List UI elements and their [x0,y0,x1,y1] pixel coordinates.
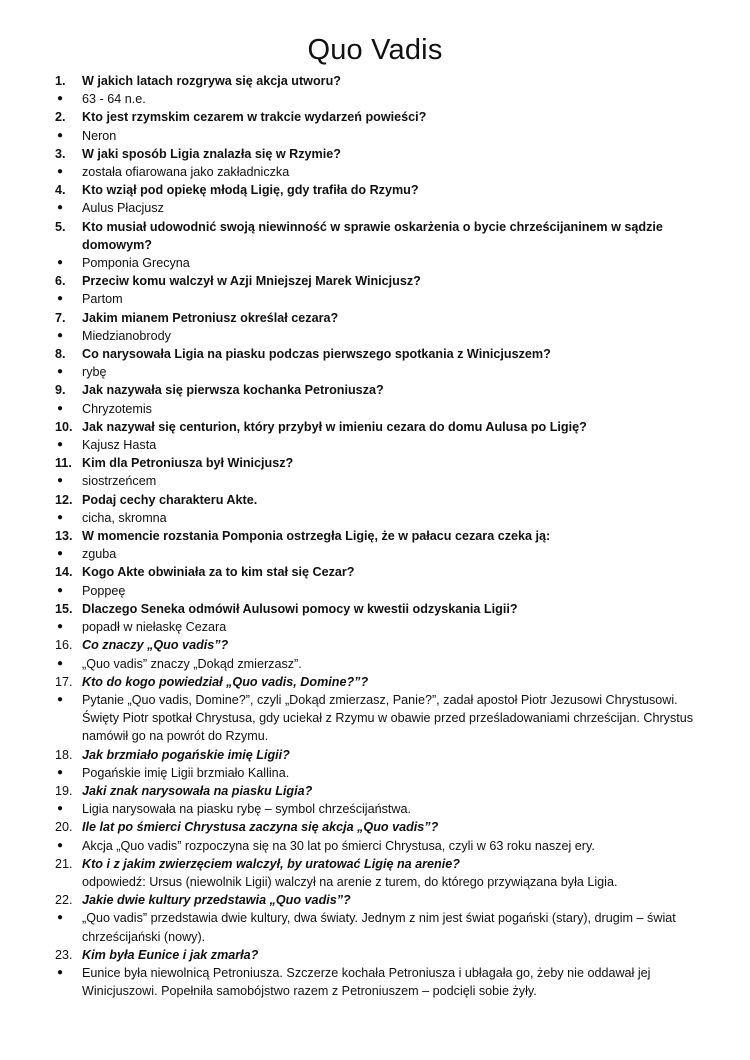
answer-item [0,655,750,673]
bullet-icon: ● [57,839,64,851]
answer-text: cicha, skromna [82,510,167,525]
question-item [0,418,750,436]
question-item [0,309,750,327]
answer-text: Akcja „Quo vadis” rozpoczyna się na 30 lat po śmierci Chrystusa, czyli w 63 roku naszej ery. [82,838,595,853]
answer-text: „Quo vadis” znaczy „Dokąd zmierzasz”. [82,656,302,671]
question-item [0,746,750,764]
question-text: Jak brzmiało pogańskie imię Ligii? [82,747,290,762]
answer-text: rybę [82,365,107,380]
question-number: 23. [55,947,73,962]
answer-text: Partom [82,292,123,307]
qa-list [0,72,750,1000]
question-text: Dlaczego Seneka odmówił Aulusowi pomocy w kwestii odzyskania Ligii? [82,601,518,616]
question-number: 15. [55,601,73,616]
bullet-icon: ● [57,693,64,705]
answer-text: Pogańskie imię Ligii brzmiało Kallina. [82,765,290,780]
question-number: 13. [55,529,73,544]
answer-item [0,837,750,855]
answer-text: 63 - 64 n.e. [82,92,146,107]
answer-text: Pytanie „Quo vadis, Domine?”, czyli „Dokąd zmierzasz, Panie?”, zadał apostoł Piotr Jezusowi Chrystusowi. Święty Piotr spotkał Chrystusa, gdy uciekał z Rzymu w obawie przed prześladowaniami chrześcijan. Chrystus namówił go na powrót do Rzymu. [82,692,694,744]
question-text: Co znaczy „Quo vadis”? [82,638,229,653]
answer-item [0,199,750,217]
question-item [0,891,750,909]
question-item [0,145,750,163]
answer-text: Kajusz Hasta [82,438,157,453]
question-text: Jak nazywała się pierwsza kochanka Petroniusza? [82,383,384,398]
bullet-icon: ● [57,402,64,414]
question-text: Kto musiał udowodnić swoją niewinność w sprawie oskarżenia o bycie chrześcijaninem w sądzie domowym? [82,219,663,252]
question-item [0,818,750,836]
question-text: Kto do kogo powiedział „Quo vadis, Domine?”? [82,674,369,689]
answer-item [0,873,750,891]
answer-text: została ofiarowana jako zakładniczka [82,165,290,180]
question-item [0,218,750,254]
answer-text: Neron [82,128,117,143]
answer-item [0,800,750,818]
question-number: 3. [55,146,66,161]
question-item [0,72,750,90]
answer-item [0,290,750,308]
answer-text: odpowiedź: Ursus (niewolnik Ligii) walczył na arenie z turem, do którego przywiązana była Ligia. [82,874,618,889]
answer-item [0,691,750,746]
question-number: 16. [55,638,73,653]
question-number: 22. [55,893,73,908]
bullet-icon: ● [57,93,64,105]
question-text: W jakich latach rozgrywa się akcja utworu? [82,74,341,88]
bullet-icon: ● [57,657,64,669]
bullet-icon: ● [57,257,64,269]
question-number: 10. [55,419,73,434]
answer-text: Pomponia Grecyna [82,256,190,271]
answer-text: Ligia narysowała na piasku rybę – symbol chrześcijaństwa. [82,802,411,817]
answer-item [0,90,750,108]
answer-item [0,582,750,600]
answer-item [0,472,750,490]
question-number: 18. [55,747,73,762]
bullet-icon: ● [57,966,64,978]
bullet-icon: ● [57,584,64,596]
question-text: Jakie dwie kultury przedstawia „Quo vadis”? [82,893,351,908]
question-item [0,855,750,873]
answer-text: „Quo vadis” przedstawia dwie kultury, dwa światy. Jednym z nim jest świat pogański (stary), drugim – świat chrześcijański (nowy). [82,911,676,944]
question-item [0,782,750,800]
bullet-icon: ● [57,766,64,778]
answer-item [0,509,750,527]
answer-text: popadł w niełaskę Cezara [82,620,227,635]
answer-item [0,964,750,1000]
question-number: 6. [55,274,66,289]
question-item [0,673,750,691]
bullet-icon: ● [57,511,64,523]
answer-text: Chryzotemis [82,401,152,416]
bullet-icon: ● [57,166,64,178]
bullet-icon: ● [57,202,64,214]
answer-text: Aulus Płacjusz [82,201,164,216]
question-number: 9. [55,383,66,398]
bullet-icon: ● [57,803,64,815]
bullet-icon: ● [57,329,64,341]
question-item [0,600,750,618]
question-number: 19. [55,783,73,798]
question-number: 12. [55,492,73,507]
answer-text: Miedzianobrody [82,328,171,343]
answer-item [0,909,750,945]
answer-text: Poppeę [82,583,126,598]
bullet-icon: ● [57,621,64,633]
question-text: Jak nazywał się centurion, który przybył w imieniu cezara do domu Aulusa po Ligię? [82,419,587,434]
question-text: Jaki znak narysowała na piasku Ligia? [82,783,313,798]
answer-text: zguba [82,547,117,562]
question-text: W jaki sposób Ligia znalazła się w Rzymie? [82,146,341,161]
question-text: Jakim mianem Petroniusz określał cezara? [82,310,339,325]
question-text: Przeciw komu walczył w Azji Mniejszej Marek Winicjusz? [82,274,421,289]
bullet-icon: ● [57,293,64,305]
answer-item [0,764,750,782]
question-item [0,636,750,654]
question-item [0,345,750,363]
question-item [0,454,750,472]
answer-item [0,400,750,418]
question-item [0,381,750,399]
question-item [0,563,750,581]
question-text: Kto wziął pod opiekę młodą Ligię, gdy trafiła do Rzymu? [82,183,419,198]
bullet-icon: ● [57,548,64,560]
answer-item [0,545,750,563]
question-item [0,108,750,126]
bullet-icon: ● [57,439,64,451]
bullet-icon: ● [57,366,64,378]
question-number: 2. [55,110,66,125]
document-title: Quo Vadis [307,34,443,66]
question-number: 20. [55,820,73,835]
bullet-icon: ● [57,912,64,924]
question-text: Podaj cechy charakteru Akte. [82,492,258,507]
answer-item [0,618,750,636]
bullet-icon: ● [57,129,64,141]
question-number: 17. [55,674,73,689]
answer-item [0,254,750,272]
answer-text: Eunice była niewolnicą Petroniusza. Szczerze kochała Petroniusza i ubłagała go, żeby nie oddawał jej Winicjuszowi. Popełniła samobójstwo razem z Petroniuszem – podcięli sobie żyły. [82,965,651,999]
answer-item [0,127,750,145]
question-item [0,181,750,199]
question-number: 5. [55,219,66,234]
question-item [0,491,750,509]
answer-item [0,363,750,381]
question-number: 14. [55,565,73,580]
question-number: 8. [55,347,66,362]
question-item [0,527,750,545]
question-text: Ile lat po śmierci Chrystusa zaczyna się akcja „Quo vadis”? [82,820,439,835]
bullet-icon: ● [57,475,64,487]
answer-item [0,436,750,454]
question-text: Kto i z jakim zwierzęciem walczył, by uratować Ligię na arenie? [82,856,460,871]
question-text: Kto jest rzymskim cezarem w trakcie wydarzeń powieści? [82,110,427,125]
question-number: 7. [55,310,66,325]
question-text: Kim dla Petroniusza był Winicjusz? [82,456,294,471]
question-number: 21. [55,856,73,871]
question-number: 4. [55,183,66,198]
answer-item [0,327,750,345]
question-text: Co narysowała Ligia na piasku podczas pierwszego spotkania z Winicjuszem? [82,347,551,362]
question-text: Kim była Eunice i jak zmarła? [82,947,259,962]
question-item [0,272,750,290]
question-item [0,946,750,964]
answer-item [0,163,750,181]
question-text: Kogo Akte obwiniała za to kim stał się Cezar? [82,565,355,580]
question-number: 1. [55,74,66,88]
question-number: 11. [55,456,72,471]
answer-text: siostrzeńcem [82,474,157,489]
question-text: W momencie rozstania Pomponia ostrzegła Ligię, że w pałacu cezara czeka ją: [82,529,551,544]
